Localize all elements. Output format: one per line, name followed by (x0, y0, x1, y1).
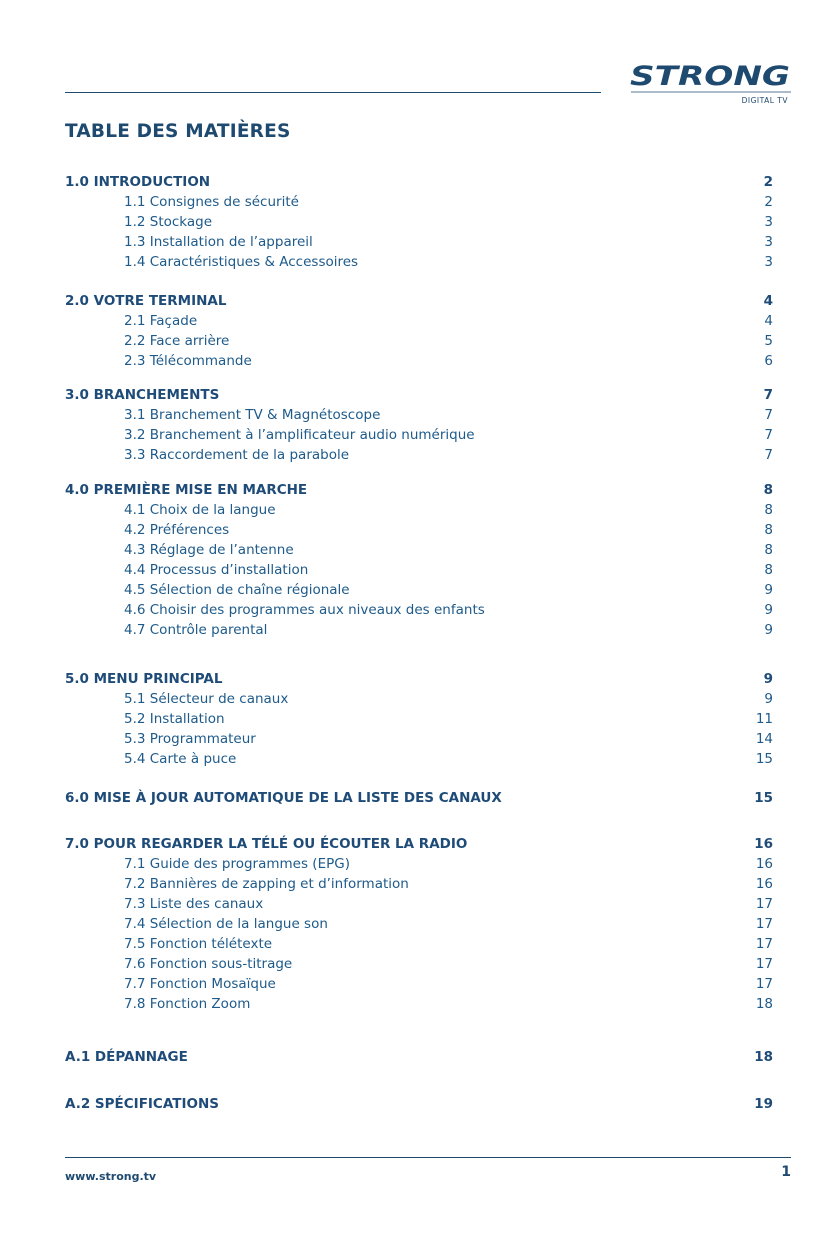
toc-section-entry[interactable] (0, 174, 839, 194)
toc-subsection-entry[interactable] (0, 711, 839, 731)
toc-section-entry[interactable] (0, 1096, 839, 1116)
toc-subsection-entry[interactable] (0, 562, 839, 582)
toc-section-entry[interactable] (0, 790, 839, 810)
toc-entry-label: 5.4 Carte à puce (124, 751, 237, 767)
toc-entry-page: 17 (755, 936, 773, 952)
toc-entry-label: 4.3 Réglage de l’antenne (124, 542, 294, 558)
toc-entry-page: 2 (763, 174, 773, 190)
toc-entry-label: 4.4 Processus d’installation (124, 562, 309, 578)
toc-subsection-entry[interactable] (0, 602, 839, 622)
toc-entry-label: 5.1 Sélecteur de canaux (124, 691, 289, 707)
toc-entry-page: 8 (764, 502, 773, 518)
toc-subsection-entry[interactable] (0, 333, 839, 353)
toc-entry-label: 3.3 Raccordement de la parabole (124, 447, 350, 463)
toc-entry-label: 4.5 Sélection de chaîne régionale (124, 582, 350, 598)
toc-entry-label: 7.1 Guide des programmes (EPG) (124, 856, 350, 872)
toc-entry-page: 4 (763, 293, 773, 309)
toc-subsection-entry[interactable] (0, 313, 839, 333)
toc-subsection-entry[interactable] (0, 234, 839, 254)
toc-entry-label: 5.3 Programmateur (124, 731, 256, 747)
toc-entry-page: 16 (755, 856, 773, 872)
toc-entry-page: 17 (755, 896, 773, 912)
brand-tagline: DIGITAL TV (741, 96, 788, 105)
toc-subsection-entry[interactable] (0, 214, 839, 234)
toc-entry-label: 2.3 Télécommande (124, 353, 252, 369)
toc-entry-page: 5 (764, 333, 773, 349)
toc-entry-label: 3.1 Branchement TV & Magnétoscope (124, 407, 381, 423)
toc-section-entry[interactable] (0, 293, 839, 313)
toc-entry-label: 2.0 VOTRE TERMINAL (65, 293, 227, 309)
toc-entry-page: 14 (755, 731, 773, 747)
toc-subsection-entry[interactable] (0, 731, 839, 751)
toc-subsection-entry[interactable] (0, 916, 839, 936)
toc-entry-page: 15 (755, 751, 773, 767)
toc-subsection-entry[interactable] (0, 407, 839, 427)
toc-entry-label: 1.0 INTRODUCTION (65, 174, 211, 190)
toc-entry-page: 18 (755, 996, 773, 1012)
toc-subsection-entry[interactable] (0, 622, 839, 642)
toc-subsection-entry[interactable] (0, 254, 839, 274)
toc-entry-label: A.1 DÉPANNAGE (65, 1049, 188, 1065)
toc-entry-page: 4 (764, 313, 773, 329)
toc-entry-label: A.2 SPÉCIFICATIONS (65, 1096, 219, 1112)
toc-entry-label: 5.2 Installation (124, 711, 225, 727)
toc-entry-label: 1.4 Caractéristiques & Accessoires (124, 254, 359, 270)
toc-entry-page: 9 (764, 602, 773, 618)
toc-section-entry[interactable] (0, 482, 839, 502)
toc-entry-label: 1.3 Installation de l’appareil (124, 234, 313, 250)
toc-entry-label: 4.7 Contrôle parental (124, 622, 268, 638)
toc-entry-page: 17 (755, 916, 773, 932)
toc-subsection-entry[interactable] (0, 691, 839, 711)
toc-entry-label: 1.2 Stockage (124, 214, 213, 230)
footer-url[interactable]: www.strong.tv (65, 1170, 157, 1183)
toc-entry-page: 9 (763, 671, 773, 687)
toc-entry-label: 4.6 Choisir des programmes aux niveaux des enfants (124, 602, 485, 618)
toc-entry-page: 8 (764, 542, 773, 558)
page-number: 1 (781, 1164, 791, 1180)
toc-entry-page: 2 (764, 194, 773, 210)
toc-entry-label: 3.0 BRANCHEMENTS (65, 387, 220, 403)
toc-entry-label: 4.1 Choix de la langue (124, 502, 276, 518)
toc-subsection-entry[interactable] (0, 876, 839, 896)
toc-entry-page: 9 (764, 691, 773, 707)
toc-entry-label: 7.6 Fonction sous-titrage (124, 956, 293, 972)
toc-entry-page: 16 (754, 836, 773, 852)
toc-subsection-entry[interactable] (0, 976, 839, 996)
toc-entry-label: 7.3 Liste des canaux (124, 896, 264, 912)
toc-subsection-entry[interactable] (0, 542, 839, 562)
toc-section-entry[interactable] (0, 836, 839, 856)
toc-subsection-entry[interactable] (0, 194, 839, 214)
toc-entry-label: 1.1 Consignes de sécurité (124, 194, 299, 210)
toc-entry-page: 7 (764, 427, 773, 443)
toc-entry-page: 11 (755, 711, 773, 727)
toc-entry-page: 7 (764, 407, 773, 423)
toc-entry-label: 2.1 Façade (124, 313, 198, 329)
toc-entry-page: 8 (763, 482, 773, 498)
toc-entry-page: 17 (755, 976, 773, 992)
toc-entry-page: 8 (764, 562, 773, 578)
toc-section-entry[interactable] (0, 387, 839, 407)
toc-subsection-entry[interactable] (0, 936, 839, 956)
toc-subsection-entry[interactable] (0, 502, 839, 522)
toc-entry-label: 7.5 Fonction télétexte (124, 936, 273, 952)
toc-entry-page: 18 (754, 1049, 773, 1065)
toc-entry-label: 6.0 MISE À JOUR AUTOMATIQUE DE LA LISTE DES CANAUX (65, 790, 502, 806)
toc-section-entry[interactable] (0, 671, 839, 691)
toc-entry-label: 7.0 POUR REGARDER LA TÉLÉ OU ÉCOUTER LA RADIO (65, 836, 468, 852)
toc-entry-label: 3.2 Branchement à l’amplificateur audio numérique (124, 427, 475, 443)
toc-entry-label: 2.2 Face arrière (124, 333, 230, 349)
toc-entry-label: 7.2 Bannières de zapping et d’information (124, 876, 409, 892)
footer-rule (65, 1157, 791, 1158)
toc-entry-page: 15 (754, 790, 773, 806)
toc-entry-label: 5.0 MENU PRINCIPAL (65, 671, 223, 687)
toc-subsection-entry[interactable] (0, 751, 839, 771)
toc-subsection-entry[interactable] (0, 427, 839, 447)
toc-subsection-entry[interactable] (0, 353, 839, 373)
toc-entry-page: 7 (763, 387, 773, 403)
brand-wordmark: STRONG (630, 61, 790, 92)
toc-entry-label: 7.8 Fonction Zoom (124, 996, 251, 1012)
toc-entry-page: 7 (764, 447, 773, 463)
toc-subsection-entry[interactable] (0, 522, 839, 542)
toc-subsection-entry[interactable] (0, 582, 839, 602)
toc-subsection-entry[interactable] (0, 956, 839, 976)
toc-entry-page: 3 (764, 234, 773, 250)
toc-subsection-entry[interactable] (0, 896, 839, 916)
toc-entry-page: 16 (755, 876, 773, 892)
toc-entry-page: 17 (755, 956, 773, 972)
toc-entry-page: 3 (764, 214, 773, 230)
toc-entry-label: 7.7 Fonction Mosaïque (124, 976, 276, 992)
toc-entry-page: 3 (764, 254, 773, 270)
toc-subsection-entry[interactable] (0, 447, 839, 467)
toc-entry-label: 4.2 Préférences (124, 522, 230, 538)
toc-entry-label: 7.4 Sélection de la langue son (124, 916, 328, 932)
toc-entry-page: 8 (764, 522, 773, 538)
toc-entry-label: 4.0 PREMIÈRE MISE EN MARCHE (65, 482, 308, 498)
toc-entry-page: 9 (764, 622, 773, 638)
toc-section-entry[interactable] (0, 1049, 839, 1069)
toc-subsection-entry[interactable] (0, 996, 839, 1016)
page-title: TABLE DES MATIÈRES (65, 121, 291, 142)
toc-entry-page: 6 (764, 353, 773, 369)
toc-subsection-entry[interactable] (0, 856, 839, 876)
toc-entry-page: 9 (764, 582, 773, 598)
toc-entry-page: 19 (754, 1096, 773, 1112)
